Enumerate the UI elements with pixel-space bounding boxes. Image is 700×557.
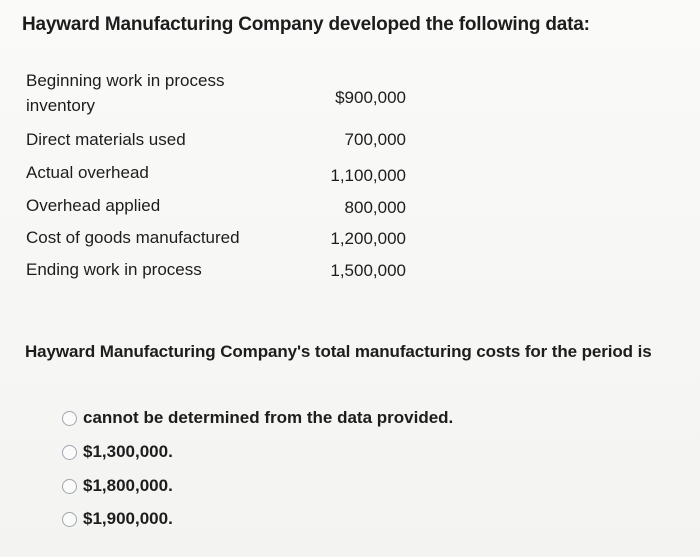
data-row-value: $900,000 — [335, 88, 406, 107]
answer-option[interactable] — [62, 473, 173, 499]
data-row-label: Beginning work in process inventory — [26, 71, 225, 115]
data-row-label: Direct materials used — [26, 130, 186, 149]
answer-option[interactable] — [62, 405, 453, 431]
radio-button-icon[interactable] — [62, 512, 77, 527]
data-row-label: Ending work in process — [26, 260, 202, 279]
data-row-label: Actual overhead — [26, 163, 149, 182]
data-row-value: 1,200,000 — [330, 229, 406, 248]
data-row-value: 1,100,000 — [330, 166, 406, 185]
answer-option[interactable] — [62, 506, 173, 532]
data-row-value: 800,000 — [344, 198, 406, 217]
data-row-label: Cost of goods manufactured — [26, 228, 240, 247]
answer-option-label[interactable]: $1,300,000. — [83, 442, 173, 461]
answer-option-label[interactable]: cannot be determined from the data provided. — [83, 408, 454, 427]
answer-option-label[interactable]: $1,800,000. — [83, 476, 173, 495]
answer-option[interactable] — [62, 439, 173, 465]
data-row-value: 700,000 — [344, 130, 406, 149]
radio-button-icon[interactable] — [62, 445, 77, 460]
data-row-value: 1,500,000 — [330, 261, 406, 280]
data-table — [26, 68, 416, 280]
data-row-label: Overhead applied — [26, 196, 161, 215]
radio-button-icon[interactable] — [62, 411, 77, 426]
question-prompt: Hayward Manufacturing Company's total manufacturing costs for the period is — [25, 342, 652, 361]
radio-button-icon[interactable] — [62, 479, 77, 494]
answer-option-label[interactable]: $1,900,000. — [83, 509, 173, 528]
data-row — [26, 68, 416, 124]
question-title: Hayward Manufacturing Company developed the following data: — [22, 14, 590, 35]
